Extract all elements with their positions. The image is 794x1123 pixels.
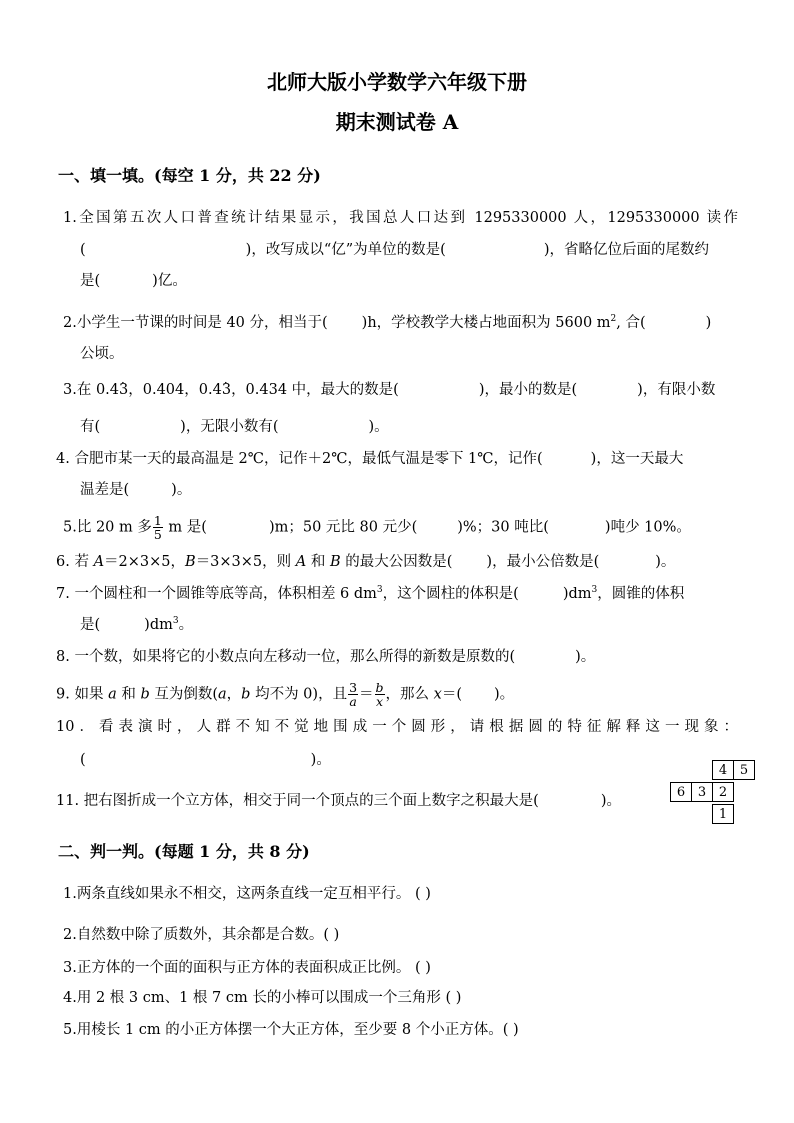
- net-cell-6: 6: [670, 782, 692, 802]
- exam-subtitle: 期末测试卷 A: [335, 110, 459, 134]
- q11-line: 11. 把右图折成一个立方体，相交于同一个顶点的三个面上数字之积最大是( )。: [56, 793, 621, 809]
- judge-item-3: 3.正方体的一个面的面积与正方体的表面积成正比例。 ( ): [63, 960, 431, 976]
- q1-line-3: 是( )亿。: [80, 273, 187, 289]
- net-cell-5: 5: [733, 760, 755, 780]
- q2-line-2: 公顷。: [80, 346, 124, 362]
- q10-line-2: ( )。: [80, 752, 331, 768]
- fraction-3-over-a: $\frac{3}{a}$: [349, 680, 358, 709]
- judge-item-1: 1.两条直线如果永不相交，这两条直线一定互相平行。 ( ): [63, 886, 431, 902]
- q2-line-1: 2.小学生一节课的时间是 40 分，相当于( )h，学校教学大楼占地面积为 5600 $m^2$, 合( ): [63, 314, 712, 331]
- net-cell-4: 4: [712, 760, 734, 780]
- section-2-heading: 二、判一判。(每题 1 分，共 8 分): [58, 842, 310, 861]
- q3-line-2: 有( )，无限小数有( )。: [80, 419, 389, 435]
- q10-line-1: 10．看表演时，人群不知不觉地围成一个圆形，请根据圆的特征解释这一现象：: [56, 719, 738, 735]
- q4-line-2: 温差是( )。: [80, 482, 192, 498]
- net-cell-2: 2: [712, 782, 734, 802]
- section-1-heading: 一、填一填。(每空 1 分，共 22 分): [58, 166, 321, 185]
- fraction-b-over-x: $\frac{b}{x}$: [375, 680, 384, 709]
- q5-line: 5.比 20 m 多 $\frac{1}{5}$ m 是( )m；50 元比 80 元少( )%；30 吨比( )吨少 10%。: [63, 513, 691, 542]
- judge-item-2: 2.自然数中除了质数外，其余都是合数。( ): [63, 927, 340, 943]
- exam-title: 北师大版小学数学六年级下册: [267, 70, 527, 94]
- judge-item-5: 5.用棱长 1 cm 的小正方体摆一个大正方体，至少要 8 个小正方体。( ): [63, 1022, 519, 1038]
- q6-line: 6. 若 A＝2×3×5，B＝3×3×5，则 A 和 B 的最大公因数是( )，最小公倍数是( )。: [56, 554, 676, 570]
- q7-line-1: 7. 一个圆柱和一个圆锥等底等高，体积相差 6 $dm^3$，这个圆柱的体积是( )$dm^3$，圆锥的体积: [56, 585, 685, 602]
- q8-line: 8. 一个数，如果将它的小数点向左移动一位，那么所得的新数是原数的( )。: [56, 649, 596, 665]
- cube-net-figure: [667, 760, 762, 828]
- net-cell-3: 3: [691, 782, 713, 802]
- q9-line: 9. 如果 a 和 b 互为倒数(a，b 均不为 0)，且 $\frac{3}{a}$ ＝ $\frac{b}{x}$ ，那么 x＝( )。: [56, 680, 515, 709]
- net-cell-1: 1: [712, 804, 734, 824]
- q1-line-2: ( )，改写成以“亿”为单位的数是( )，省略亿位后面的尾数约: [80, 242, 709, 258]
- q1-line-1: 1.全国第五次人口普查统计结果显示，我国总人口达到 1295330000 人，1295330000 读作: [63, 210, 738, 226]
- judge-item-4: 4.用 2 根 3 cm、1 根 7 cm 长的小棒可以围成一个三角形 ( ): [63, 990, 462, 1006]
- q3-line-1: 3.在 0.4· 3，0.404，0.4· 3，0.434 中，最大的数是( )，最小的数是( )，有限小数: [63, 380, 715, 400]
- q4-line-1: 4. 合肥市某一天的最高温是 2℃，记作＋2℃，最低气温是零下 1℃，记作( )，这一天最大: [56, 451, 684, 467]
- fraction-one-fifth: $\frac{1}{5}$: [153, 513, 162, 542]
- q7-line-2: 是( )$dm^3$。: [80, 616, 194, 633]
